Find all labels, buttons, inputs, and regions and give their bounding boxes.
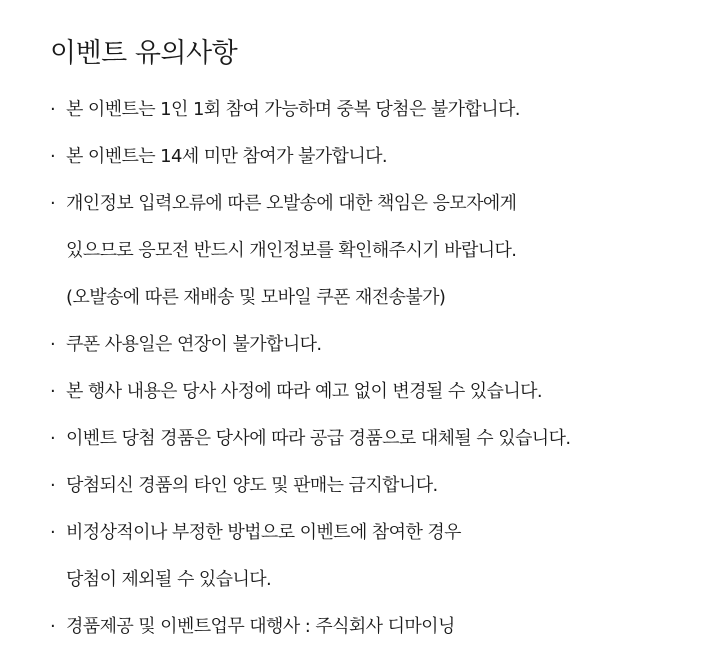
notice-list	[50, 98, 700, 639]
notice-item	[48, 427, 700, 451]
event-notice	[50, 34, 700, 639]
notice-item-line: 이벤트 당첨 경품은 당사에 따라 공급 경품으로 대체될 수 있습니다.	[66, 428, 571, 449]
notice-item-line: 본 이벤트는 1인 1회 참여 가능하며 중복 당첨은 불가합니다.	[66, 99, 520, 120]
notice-item-line: (오발송에 따른 재배송 및 모바일 쿠폰 재전송불가)	[66, 287, 446, 308]
bullet-mark: ·	[50, 146, 56, 167]
notice-item-line: 본 행사 내용은 당사 사정에 따라 예고 없이 변경될 수 있습니다.	[66, 381, 543, 402]
notice-item	[48, 474, 700, 498]
notice-item-line: 경품제공 및 이벤트업무 대행사 : 주식회사 디마이닝	[66, 616, 455, 637]
bullet-mark: ·	[50, 522, 56, 543]
bullet-mark: ·	[50, 616, 56, 637]
bullet-mark: ·	[50, 99, 56, 120]
notice-item	[48, 333, 700, 357]
notice-item-line: 있으므로 응모전 반드시 개인정보를 확인해주시기 바랍니다.	[66, 240, 517, 261]
bullet-mark: ·	[50, 193, 56, 214]
notice-item	[48, 145, 700, 169]
bullet-mark: ·	[50, 475, 56, 496]
bullet-mark: ·	[50, 334, 56, 355]
notice-item-line: 개인정보 입력오류에 따른 오발송에 대한 책임은 응모자에게	[66, 193, 517, 214]
notice-item	[48, 521, 700, 592]
notice-item-line: 당첨되신 경품의 타인 양도 및 판매는 금지합니다.	[66, 475, 438, 496]
bullet-mark: ·	[50, 428, 56, 449]
notice-title: 이벤트 유의사항	[50, 38, 238, 69]
notice-item-line: 비정상적이나 부정한 방법으로 이벤트에 참여한 경우	[66, 522, 461, 543]
notice-item-line: 본 이벤트는 14세 미만 참여가 불가합니다.	[66, 146, 388, 167]
notice-item	[48, 192, 700, 310]
notice-item	[48, 98, 700, 122]
notice-item	[48, 615, 700, 639]
notice-item-line: 당첨이 제외될 수 있습니다.	[66, 569, 272, 590]
notice-item-line: 쿠폰 사용일은 연장이 불가합니다.	[66, 334, 322, 355]
notice-item	[48, 380, 700, 404]
bullet-mark: ·	[50, 381, 56, 402]
